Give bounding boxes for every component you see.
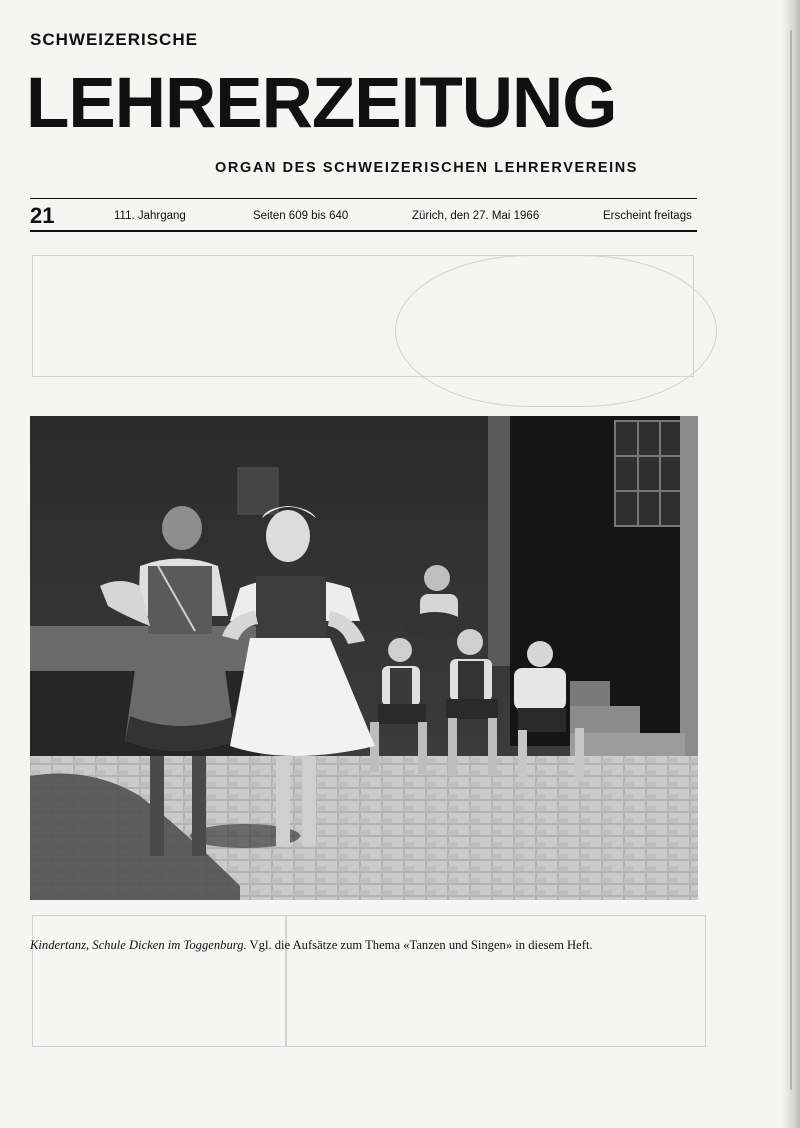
pages-label: Seiten 609 bis 640 (253, 210, 349, 222)
masthead-kicker: SCHWEIZERISCHE (30, 30, 198, 49)
issue-number: 21 (30, 203, 55, 228)
bleed-through-circle (395, 255, 717, 407)
place-date-label: Zürich, den 27. Mai 1966 (412, 210, 540, 222)
bleed-through-table (32, 915, 706, 1047)
frequency-label: Erscheint freitags (603, 210, 692, 222)
bleed-through-heading (380, 48, 391, 59)
cover-photo-illustration (30, 416, 698, 900)
info-rule-bottom (30, 230, 697, 232)
photo-caption (30, 938, 710, 953)
info-rule-top (30, 198, 697, 199)
page-binding-line (790, 30, 792, 1090)
issue-info-bar (30, 201, 697, 229)
cover-photo (30, 416, 698, 900)
volume-label: 111. Jahrgang (114, 210, 186, 222)
masthead-title: LEHRERZEITUNG (26, 64, 617, 143)
caption-text: Vgl. die Aufsätze zum Thema «Tanzen und Singen» in diesem Heft. (246, 938, 593, 952)
masthead-subtitle: ORGAN DES SCHWEIZERISCHEN LEHRERVEREINS (215, 160, 639, 176)
bleed-through-divider (285, 915, 287, 1047)
caption-italic: Kindertanz, Schule Dicken im Toggenburg. (30, 938, 247, 952)
